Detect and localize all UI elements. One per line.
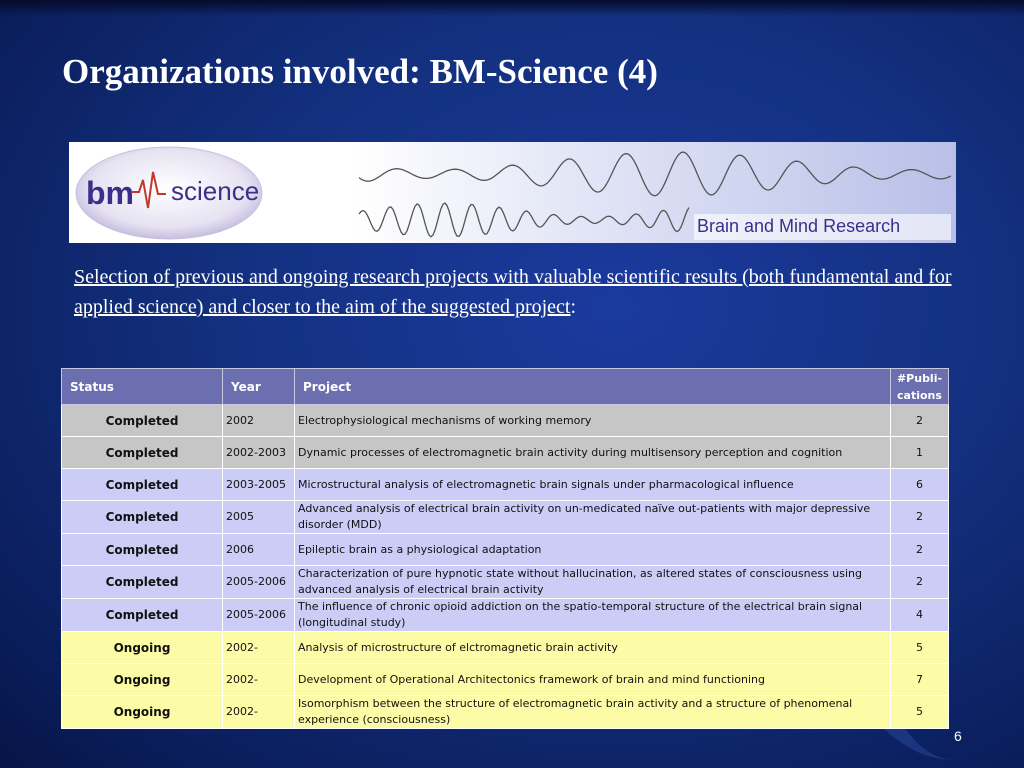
table-row bbox=[62, 566, 949, 599]
status-cell: Completed bbox=[62, 405, 223, 437]
page-number: 6 bbox=[954, 728, 962, 744]
publications-cell: 5 bbox=[891, 696, 949, 729]
publications-cell: 2 bbox=[891, 534, 949, 566]
project-cell: Dynamic processes of electromagnetic brain activity during multisensory perception and cognition bbox=[295, 437, 891, 469]
publications-cell: 2 bbox=[891, 501, 949, 534]
table-row bbox=[62, 469, 949, 501]
publications-cell: 1 bbox=[891, 437, 949, 469]
status-cell: Completed bbox=[62, 599, 223, 632]
intro-suffix: : bbox=[570, 296, 577, 318]
project-cell: Development of Operational Architectonics framework of brain and mind functioning bbox=[295, 664, 891, 696]
year-cell: 2002 bbox=[223, 405, 295, 437]
year-cell: 2005-2006 bbox=[223, 566, 295, 599]
intro-text bbox=[74, 262, 964, 322]
year-cell: 2002- bbox=[223, 696, 295, 729]
year-cell: 2006 bbox=[223, 534, 295, 566]
status-cell: Completed bbox=[62, 501, 223, 534]
year-cell: 2003-2005 bbox=[223, 469, 295, 501]
status-cell: Ongoing bbox=[62, 696, 223, 729]
status-cell: Completed bbox=[62, 437, 223, 469]
table-row bbox=[62, 534, 949, 566]
table-row bbox=[62, 437, 949, 469]
header-status: Status bbox=[62, 369, 223, 405]
header-publications: #Publi- cations bbox=[891, 369, 949, 405]
table-row bbox=[62, 664, 949, 696]
status-cell: Ongoing bbox=[62, 664, 223, 696]
table-row bbox=[62, 501, 949, 534]
year-cell: 2005-2006 bbox=[223, 599, 295, 632]
publications-cell: 7 bbox=[891, 664, 949, 696]
project-cell: Epileptic brain as a physiological adaptation bbox=[295, 534, 891, 566]
publications-cell: 5 bbox=[891, 632, 949, 664]
project-cell: Analysis of microstructure of elctromagnetic brain activity bbox=[295, 632, 891, 664]
project-cell: Electrophysiological mechanisms of working memory bbox=[295, 405, 891, 437]
banner-graphic bbox=[69, 142, 956, 243]
table-row bbox=[62, 599, 949, 632]
banner-tagline: Brain and Mind Research bbox=[697, 216, 901, 236]
project-cell: Characterization of pure hypnotic state without hallucination, as altered states of consciousness using advanced analysis of electrical brain activity bbox=[295, 566, 891, 599]
logo-bm: bm bbox=[86, 175, 134, 211]
status-cell: Completed bbox=[62, 534, 223, 566]
status-cell: Completed bbox=[62, 469, 223, 501]
project-cell: Isomorphism between the structure of electromagnetic brain activity and a structure of phenomenal experience (consciousness) bbox=[295, 696, 891, 729]
table-row bbox=[62, 696, 949, 729]
header-project: Project bbox=[295, 369, 891, 405]
project-cell: Advanced analysis of electrical brain activity on un-medicated naïve out-patients with major depressive disorder (MDD) bbox=[295, 501, 891, 534]
year-cell: 2002- bbox=[223, 664, 295, 696]
project-cell: Microstructural analysis of electromagnetic brain signals under pharmacological influence bbox=[295, 469, 891, 501]
publications-cell: 6 bbox=[891, 469, 949, 501]
bm-science-banner bbox=[69, 142, 956, 243]
slide-title: Organizations involved: BM-Science (4) bbox=[62, 52, 658, 91]
year-cell: 2002-2003 bbox=[223, 437, 295, 469]
projects-table bbox=[61, 368, 949, 729]
publications-cell: 4 bbox=[891, 599, 949, 632]
header-year: Year bbox=[223, 369, 295, 405]
top-band bbox=[0, 0, 1024, 16]
year-cell: 2005 bbox=[223, 501, 295, 534]
intro-link[interactable]: Selection of previous and ongoing research projects with valuable scientific results (both fundamental and for applied science) and closer to the aim of the suggested project bbox=[74, 266, 952, 318]
table-header-row bbox=[62, 369, 949, 405]
logo-science: science bbox=[171, 176, 260, 206]
status-cell: Ongoing bbox=[62, 632, 223, 664]
status-cell: Completed bbox=[62, 566, 223, 599]
project-cell: The influence of chronic opioid addiction on the spatio-temporal structure of the electrical brain signal (longitudinal study) bbox=[295, 599, 891, 632]
table-row bbox=[62, 405, 949, 437]
year-cell: 2002- bbox=[223, 632, 295, 664]
publications-cell: 2 bbox=[891, 405, 949, 437]
table-row bbox=[62, 632, 949, 664]
publications-cell: 2 bbox=[891, 566, 949, 599]
